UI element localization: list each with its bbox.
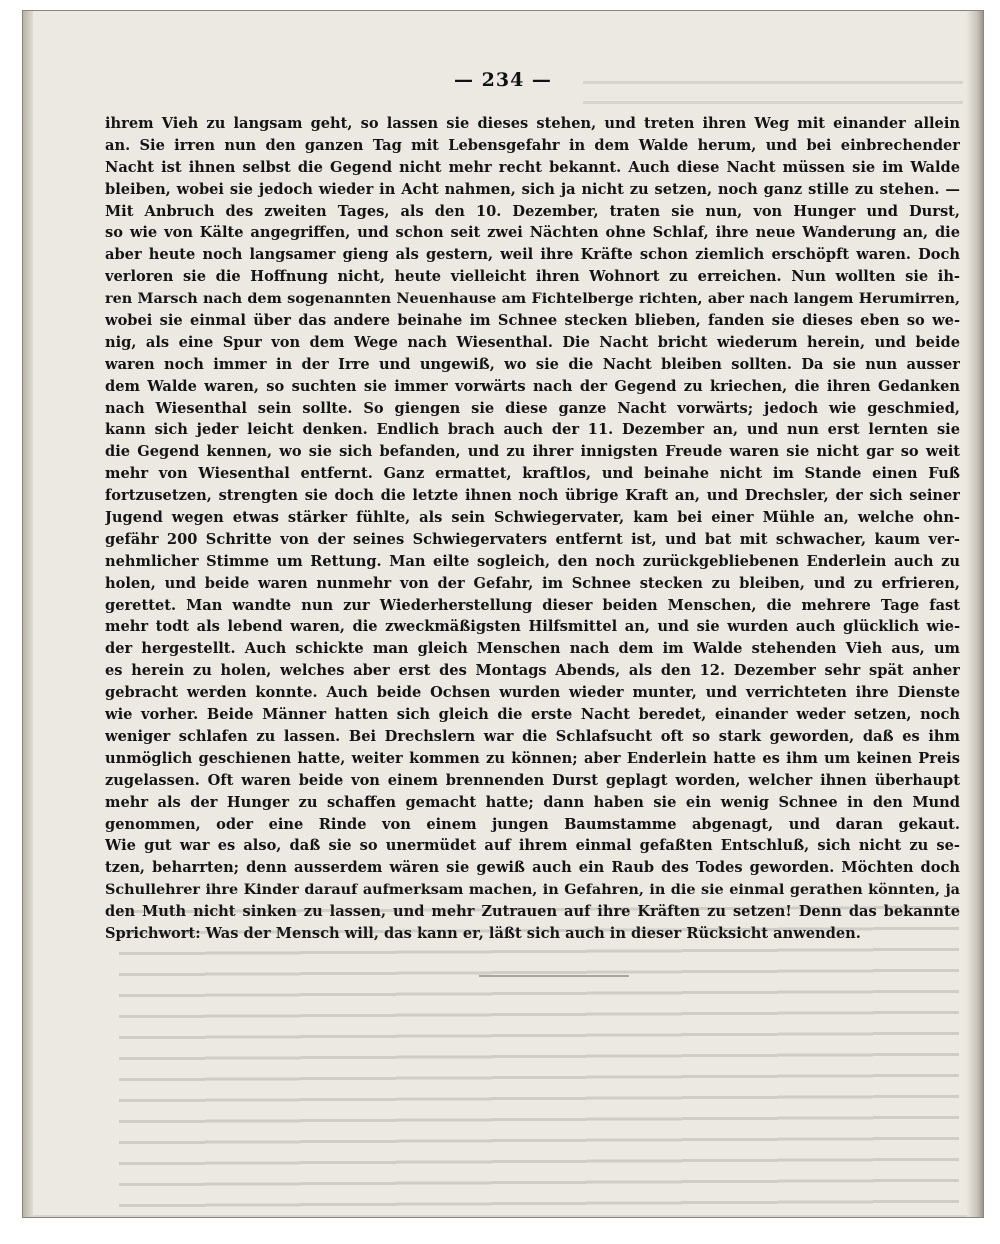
text-line: den Muth nicht sinken zu lassen, und mehr Zutrauen auf ihre Kräften zu setzen! Denn das bekannte	[105, 903, 960, 921]
body-text	[105, 113, 960, 945]
text-line: zugelassen. Oft waren beide von einem brennenden Durst geplagt worden, welcher ihnen überhaupt	[105, 771, 960, 789]
text-line: unmöglich geschienen hatte, weiter kommen zu können; aber Enderlein hatte es ihm um keinen Preis	[105, 749, 960, 767]
text-line: fortzusetzen, strengten sie doch die letzte ihnen noch übrige Kraft an, und Drechsler, der sich seiner	[105, 487, 960, 505]
text-line: wobei sie einmal über das andere beinahe im Schnee stecken blieben, fanden sie dieses eben so we-	[105, 312, 960, 330]
text-line: die Gegend kennen, wo sie sich befanden, und zu ihrer innigsten Freude waren sie nicht gar so weit	[105, 443, 960, 461]
book-page	[22, 10, 984, 1218]
text-line: wie vorher. Beide Männer hatten sich gleich die erste Nacht beredet, einander weder setzen, noch	[105, 706, 960, 724]
page-number: — 234 —	[454, 69, 552, 91]
text-line: bleiben, wobei sie jedoch wieder in Acht nahmen, sich ja nicht zu setzen, noch ganz stille zu stehen. —	[105, 180, 960, 198]
text-line: mehr als der Hunger zu schaffen gemacht hatte; dann haben sie ein wenig Schnee in den Mund	[105, 793, 960, 811]
text-line: weniger schlafen zu lassen. Bei Drechslern war die Schlafsucht oft so stark geworden, daß es ihm	[105, 727, 960, 745]
text-line: aber heute noch langsamer gieng als gestern, weil ihre Kräfte schon ziemlich erschöpft waren. Doch	[105, 246, 960, 264]
text-line: dem Walde waren, so suchten sie immer vorwärts nach der Gegend zu kriechen, die ihren Gedanken	[105, 377, 960, 395]
text-line: Schullehrer ihre Kinder darauf aufmerksam machen, in Gefahren, in die sie einmal gerathen könnten, ja	[105, 881, 960, 899]
page-edge-shadow	[967, 11, 983, 1217]
text-line: Wie gut war es also, daß sie so unermüdet auf ihrem einmal gefaßten Entschluß, sich nicht zu se-	[105, 837, 960, 855]
text-line: Sprichwort: Was der Mensch will, das kann er, läßt sich auch in dieser Rücksicht anwenden.	[105, 924, 861, 942]
bleed-through-underline	[479, 969, 629, 977]
page-gutter	[23, 11, 33, 1217]
text-line: mehr von Wiesenthal entfernt. Ganz ermattet, kraftlos, und beinahe nicht im Stande einen Fuß	[105, 465, 960, 483]
text-line: nig, als eine Spur von dem Wege nach Wiesenthal. Die Nacht bricht wiederum herein, und beide	[105, 333, 960, 351]
text-line: so wie von Kälte angegriffen, und schon seit zwei Nächten ohne Schlaf, ihre neue Wanderung an, die	[105, 224, 960, 242]
text-line: nach Wiesenthal sein sollte. So giengen sie diese ganze Nacht vorwärts; jedoch wie geschmied,	[105, 399, 960, 417]
text-line: Nacht ist ihnen selbst die Gegend nicht mehr recht bekannt. Auch diese Nacht müssen sie im Walde	[105, 158, 960, 176]
text-line: an. Sie irren nun den ganzen Tag mit Lebensgefahr in dem Walde herum, und bei einbrechender	[105, 136, 960, 154]
text-line: holen, und beide waren nunmehr von der Gefahr, im Schnee stecken zu bleiben, und zu erfrieren,	[105, 574, 960, 592]
text-line: tzen, beharrten; denn ausserdem wären sie gewiß auch ein Raub des Todes geworden. Möchten doch	[105, 859, 960, 877]
text-line: es herein zu holen, welches aber erst des Montags Abends, als den 12. Dezember sehr spät anher	[105, 662, 960, 680]
text-line: genommen, oder eine Rinde von einem jungen Baumstamme abgenagt, und daran gekaut.	[105, 815, 960, 833]
text-line: waren noch immer in der Irre und ungewiß, wo sie die Nacht bleiben sollten. Da sie nun ausser	[105, 355, 960, 373]
bleed-through-text	[119, 897, 959, 1221]
text-line: der hergestellt. Auch schickte man gleich Menschen nach dem im Walde stehenden Vieh aus, um	[105, 640, 960, 658]
text-line: mehr todt als lebend waren, die zweckmäßigsten Hilfsmittel an, und sie wurden auch glücklich wie-	[105, 618, 960, 636]
text-line: verloren sie die Hoffnung nicht, heute vielleicht ihren Wohnort zu erreichen. Nun wollten sie ih-	[105, 268, 960, 286]
text-line: ren Marsch nach dem sogenannten Neuenhause am Fichtelberge richten, aber nach langem Herumirren,	[105, 290, 960, 308]
text-line: ihrem Vieh zu langsam geht, so lassen sie dieses stehen, und treten ihren Weg mit einander allein	[105, 115, 960, 132]
text-line: Mit Anbruch des zweiten Tages, als den 10. Dezember, traten sie nun, von Hunger und Durst,	[105, 202, 960, 220]
text-line: gefähr 200 Schritte von der seines Schwiegervaters entfernt ist, und bat mit schwacher, kaum ver-	[105, 530, 960, 548]
text-line: gerettet. Man wandte nun zur Wiederherstellung dieser beiden Menschen, die mehrere Tage fast	[105, 596, 960, 614]
text-line: gebracht werden konnte. Auch beide Ochsen wurden wieder munter, und verrichteten ihre Dienste	[105, 684, 960, 702]
text-line: kann sich jeder leicht denken. Endlich brach auch der 11. Dezember an, und nun erst lernten sie	[105, 421, 960, 439]
text-line: nehmlicher Stimme um Rettung. Man eilte sogleich, den noch zurückgebliebenen Enderlein auch zu	[105, 552, 960, 570]
text-line: Jugend wegen etwas stärker fühlte, als sein Schwiegervater, kam bei einer Mühle an, welche ohn-	[105, 509, 960, 527]
